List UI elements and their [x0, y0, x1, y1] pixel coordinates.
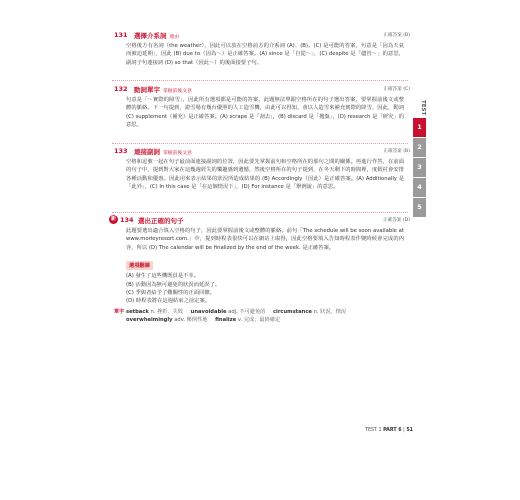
- question-title: 選擇介系詞 理由: [134, 32, 180, 40]
- vocabulary-box: [114, 308, 404, 324]
- question-header: [114, 147, 410, 157]
- vocab-word: unavoidable: [190, 308, 227, 315]
- question-number: 131: [114, 31, 128, 39]
- footer-part: PART 6: [383, 428, 402, 433]
- answer-label: 正確答案 (B): [383, 33, 410, 38]
- question-tag: 掌握前後文意: [163, 89, 192, 94]
- question-number: 132: [114, 85, 128, 93]
- tab-test-2[interactable]: 2: [413, 138, 426, 157]
- section-divider: [112, 80, 408, 81]
- tab-test-5[interactable]: 5: [413, 198, 426, 217]
- question-133: [114, 147, 410, 192]
- options-translation-header: 選項翻譯: [126, 261, 153, 270]
- option-item: (B) 活動因為無可避免的狀況而延誤了。: [126, 281, 221, 288]
- question-header: [114, 31, 410, 41]
- question-header: [114, 85, 410, 95]
- question-header: [110, 216, 410, 226]
- tab-test-1[interactable]: 1: [413, 118, 426, 137]
- vocab-word: circumstance: [272, 308, 312, 315]
- question-132: [114, 85, 410, 130]
- side-tab-label: TEST: [420, 100, 426, 116]
- vocab-word: finalize: [215, 317, 237, 324]
- vocab-definition: n. 狀況、情況: [313, 308, 347, 315]
- page-footer: TEST 1 PART 6 | 51: [365, 428, 413, 433]
- vocab-definition: v. 完成；最終確定: [237, 317, 281, 324]
- explanation-text: 空格後方有名詞（the weather），因此可以放在空格前方的介系詞 (A)、(B)。(C) 是可能的答案，句意是「因為天氣而被迫延期」，因此 (B) due to（因為～）是正確答案。(A) since 是「自從～」，(C) despite 是「儘管～」的意思，副詞子句連接詞 (D) so that（因此～）的後面接要子句。: [126, 43, 404, 66]
- question-131: [114, 31, 410, 67]
- option-item: (D) 時程表將在這週結束之前定案。: [126, 298, 211, 305]
- vocab-word: overwhelmingly: [126, 317, 173, 324]
- vocab-definition: adv. 壓倒性地: [174, 317, 208, 324]
- vocabulary-label: 單字: [114, 308, 125, 315]
- answer-label: 正確答案 (D): [383, 218, 410, 223]
- option-item: (A) 發生了這些機既員是不幸。: [126, 273, 200, 280]
- answer-label: 正確答案 (B): [383, 149, 410, 154]
- question-title: 動詞單字 掌握前後文意: [134, 86, 192, 94]
- question-title: 連接副詞 掌握前後文意: [134, 148, 192, 156]
- option-item: (C) 季與者給予了難關性的正面回饋。: [126, 290, 215, 297]
- section-divider: [112, 143, 408, 144]
- section-divider: [112, 212, 408, 213]
- footer-test: TEST 1: [365, 428, 382, 433]
- tab-test-3[interactable]: 3: [413, 158, 426, 177]
- vocab-definition: adj. 不可避免的: [228, 308, 266, 315]
- question-tag: 掌握前後文意: [163, 151, 192, 156]
- explanation-text: 空格和逗號一起在句子最前面連接副詞的位置，因此要先掌握前句和空格所在的那句之間的關係。再進行作答，在前面的句子中，提到對大家在這幾週經失的樂趣感到遺憾，然後空格所在的句子提到，在冬天剩下的時間裡，度假村會安排各種活動和優惠。因此用來表示結果的狀況所造成結果的 (B) Accordingly（因此）是正確答案。(A) Additionally 是「此外」，(C) In this case 是「在這個情況下」，(D) For instance 是「舉例說」的意思。: [126, 159, 404, 191]
- tab-test-4[interactable]: 4: [413, 178, 426, 197]
- explanation-text: 句意是「～實際的障雪」，因此所有選項都是可能的答案。此題無法單跟空格所在的句子選出答案，要掌握前後文或整體的脈絡。下一句提到，證雪場有幾台優照的人工造雪機，由此可以得知，會以人造雪來補充實際的降雪，因此，動詞 (C) supplement（補充）是正確答案。(A) scrape 是「刮去」，(B) discard 是「拋棄」，(D) research 是「研究」的意思。: [126, 97, 404, 129]
- answer-label: 正確答案 (C): [383, 87, 410, 92]
- question-number: 133: [114, 147, 128, 155]
- question-tag: 理由: [169, 35, 180, 40]
- vocab-definition: n. 挫折、失敗: [150, 308, 184, 315]
- new-badge: 新: [110, 216, 116, 222]
- explanation-text: 此題要選出適合填入空格的句子，因此要掌握前後文或整體的脈絡。前句「The schedule will be soon available at www.morleyresort.com.」中，提到時程表很快可以在網站上取得，因此空格要填入告知時程表作變時候會完成的內容，所以 (D) The calendar will be finalized by the end of the week. 是正確答案。: [126, 228, 404, 251]
- question-number: 134: [120, 216, 134, 224]
- vocabulary-row: [126, 316, 404, 324]
- vocabulary-row: [126, 308, 404, 316]
- page-number: 51: [406, 428, 413, 433]
- question-134: [110, 216, 410, 324]
- question-title: 選出正確的句子: [138, 217, 184, 225]
- vocab-word: setback: [126, 308, 149, 315]
